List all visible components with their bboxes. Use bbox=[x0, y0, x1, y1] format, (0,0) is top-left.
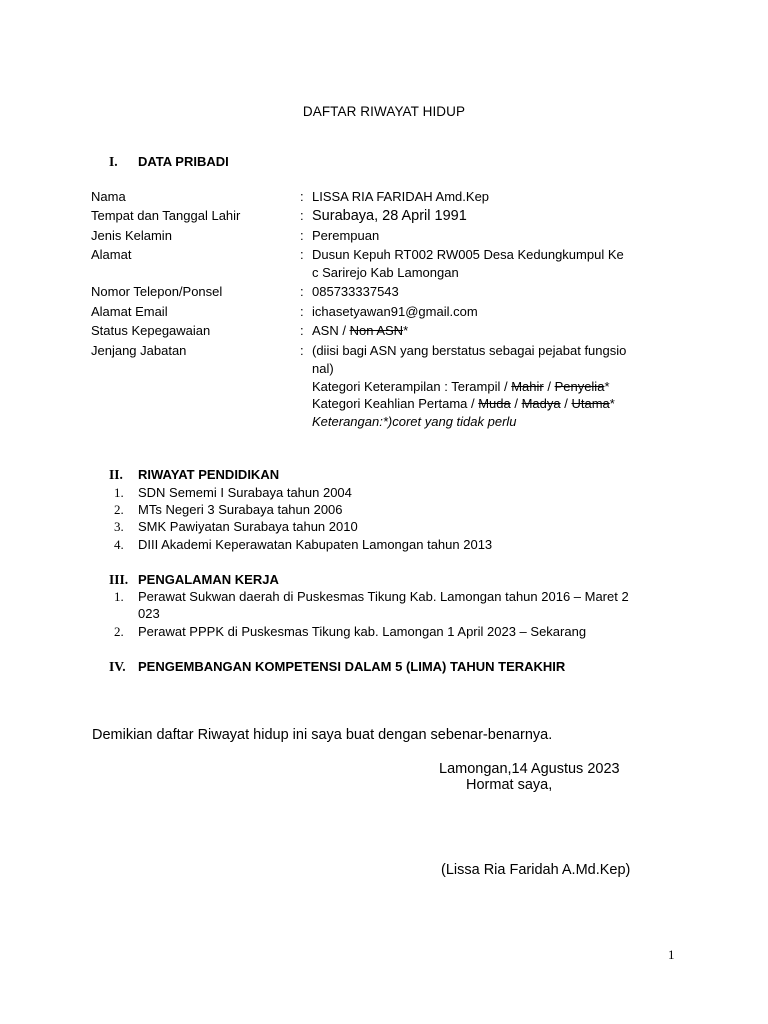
kategori-keterampilan bbox=[312, 379, 610, 394]
field-label-telepon: Nomor Telepon/Ponsel bbox=[91, 284, 223, 299]
field-label-jenjang: Jenjang Jabatan bbox=[91, 343, 187, 358]
field-value-alamat-cont: c Sarirejo Kab Lamongan bbox=[312, 265, 459, 280]
status-non-asn-struck: Non ASN bbox=[349, 323, 404, 338]
field-value-status bbox=[312, 323, 408, 338]
regards: Hormat saya, bbox=[466, 777, 553, 793]
list-number: 1. bbox=[114, 589, 124, 604]
asterisk: * bbox=[403, 323, 409, 338]
list-number: 3. bbox=[114, 519, 124, 534]
kategori-keahlian bbox=[312, 396, 615, 411]
field-label-alamat: Alamat bbox=[91, 247, 132, 262]
document-title: DAFTAR RIWAYAT HIDUP bbox=[302, 104, 466, 119]
section-4-numeral: IV. bbox=[109, 659, 126, 674]
keterangan-note: Keterangan:*)coret yang tidak perlu bbox=[312, 414, 517, 429]
colon: : bbox=[300, 228, 304, 243]
separator: / bbox=[560, 396, 572, 411]
field-label-ttl: Tempat dan Tanggal Lahir bbox=[91, 208, 241, 223]
list-number: 4. bbox=[114, 537, 124, 552]
education-item: DIII Akademi Keperawatan Kabupaten Lamongan tahun 2013 bbox=[138, 537, 493, 552]
colon: : bbox=[300, 284, 304, 299]
status-asn: ASN / bbox=[312, 323, 350, 338]
field-value-alamat: Dusun Kepuh RT002 RW005 Desa Kedungkumpul Ke bbox=[312, 247, 624, 262]
colon: : bbox=[300, 208, 304, 223]
closing-statement: Demikian daftar Riwayat hidup ini saya buat dengan sebenar-benarnya. bbox=[92, 727, 553, 743]
education-item: MTs Negeri 3 Surabaya tahun 2006 bbox=[138, 502, 343, 517]
separator: / bbox=[510, 396, 522, 411]
section-1-heading: DATA PRIBADI bbox=[138, 154, 229, 169]
field-value-ttl: Surabaya, 28 April 1991 bbox=[312, 208, 467, 224]
field-label-jenis-kelamin: Jenis Kelamin bbox=[91, 228, 172, 243]
madya-struck: Madya bbox=[521, 396, 561, 411]
colon: : bbox=[300, 343, 304, 358]
kategori-keterampilan-text: Kategori Keterampilan : Terampil / bbox=[312, 379, 512, 394]
list-number: 1. bbox=[114, 485, 124, 500]
section-4-heading: PENGEMBANGAN KOMPETENSI DALAM 5 (LIMA) TAHUN TERAKHIR bbox=[138, 659, 566, 674]
field-value-nama: LISSA RIA FARIDAH Amd.Kep bbox=[312, 189, 490, 204]
field-label-status: Status Kepegawaian bbox=[91, 323, 211, 338]
field-label-nama: Nama bbox=[91, 189, 126, 204]
list-number: 2. bbox=[114, 502, 124, 517]
penyelia-struck: Penyelia bbox=[554, 379, 605, 394]
field-value-jenis-kelamin: Perempuan bbox=[312, 228, 380, 243]
colon: : bbox=[300, 304, 304, 319]
field-value-telepon: 085733337543 bbox=[312, 284, 399, 299]
asterisk: * bbox=[609, 396, 615, 411]
work-item: Perawat Sukwan daerah di Puskesmas Tikung Kab. Lamongan tahun 2016 – Maret 2 bbox=[138, 589, 629, 604]
signature-name: (Lissa Ria Faridah A.Md.Kep) bbox=[441, 862, 631, 878]
field-value-jenjang-cont: nal) bbox=[312, 361, 334, 376]
colon: : bbox=[300, 323, 304, 338]
utama-struck: Utama bbox=[571, 396, 610, 411]
education-item: SMK Pawiyatan Surabaya tahun 2010 bbox=[138, 519, 358, 534]
muda-struck: Muda bbox=[478, 396, 511, 411]
place-date: Lamongan,14 Agustus 2023 bbox=[439, 761, 620, 777]
mahir-struck: Mahir bbox=[511, 379, 544, 394]
section-1-numeral: I. bbox=[109, 154, 118, 169]
section-2-numeral: II. bbox=[109, 467, 123, 482]
work-item: Perawat PPPK di Puskesmas Tikung kab. Lamongan 1 April 2023 – Sekarang bbox=[138, 624, 587, 639]
kategori-keahlian-text: Kategori Keahlian Pertama / bbox=[312, 396, 479, 411]
colon: : bbox=[300, 247, 304, 262]
page-number: 1 bbox=[668, 947, 675, 962]
asterisk: * bbox=[604, 379, 610, 394]
colon: : bbox=[300, 189, 304, 204]
field-value-email: ichasetyawan91@gmail.com bbox=[312, 304, 478, 319]
section-2-heading: RIWAYAT PENDIDIKAN bbox=[138, 467, 280, 482]
section-3-numeral: III. bbox=[109, 572, 129, 587]
work-item-cont: 023 bbox=[138, 606, 160, 621]
education-item: SDN Sememi I Surabaya tahun 2004 bbox=[138, 485, 352, 500]
field-label-email: Alamat Email bbox=[91, 304, 168, 319]
list-number: 2. bbox=[114, 624, 124, 639]
field-value-jenjang: (diisi bagi ASN yang berstatus sebagai pejabat fungsio bbox=[312, 343, 627, 358]
section-3-heading: PENGALAMAN KERJA bbox=[138, 572, 279, 587]
separator: / bbox=[543, 379, 555, 394]
